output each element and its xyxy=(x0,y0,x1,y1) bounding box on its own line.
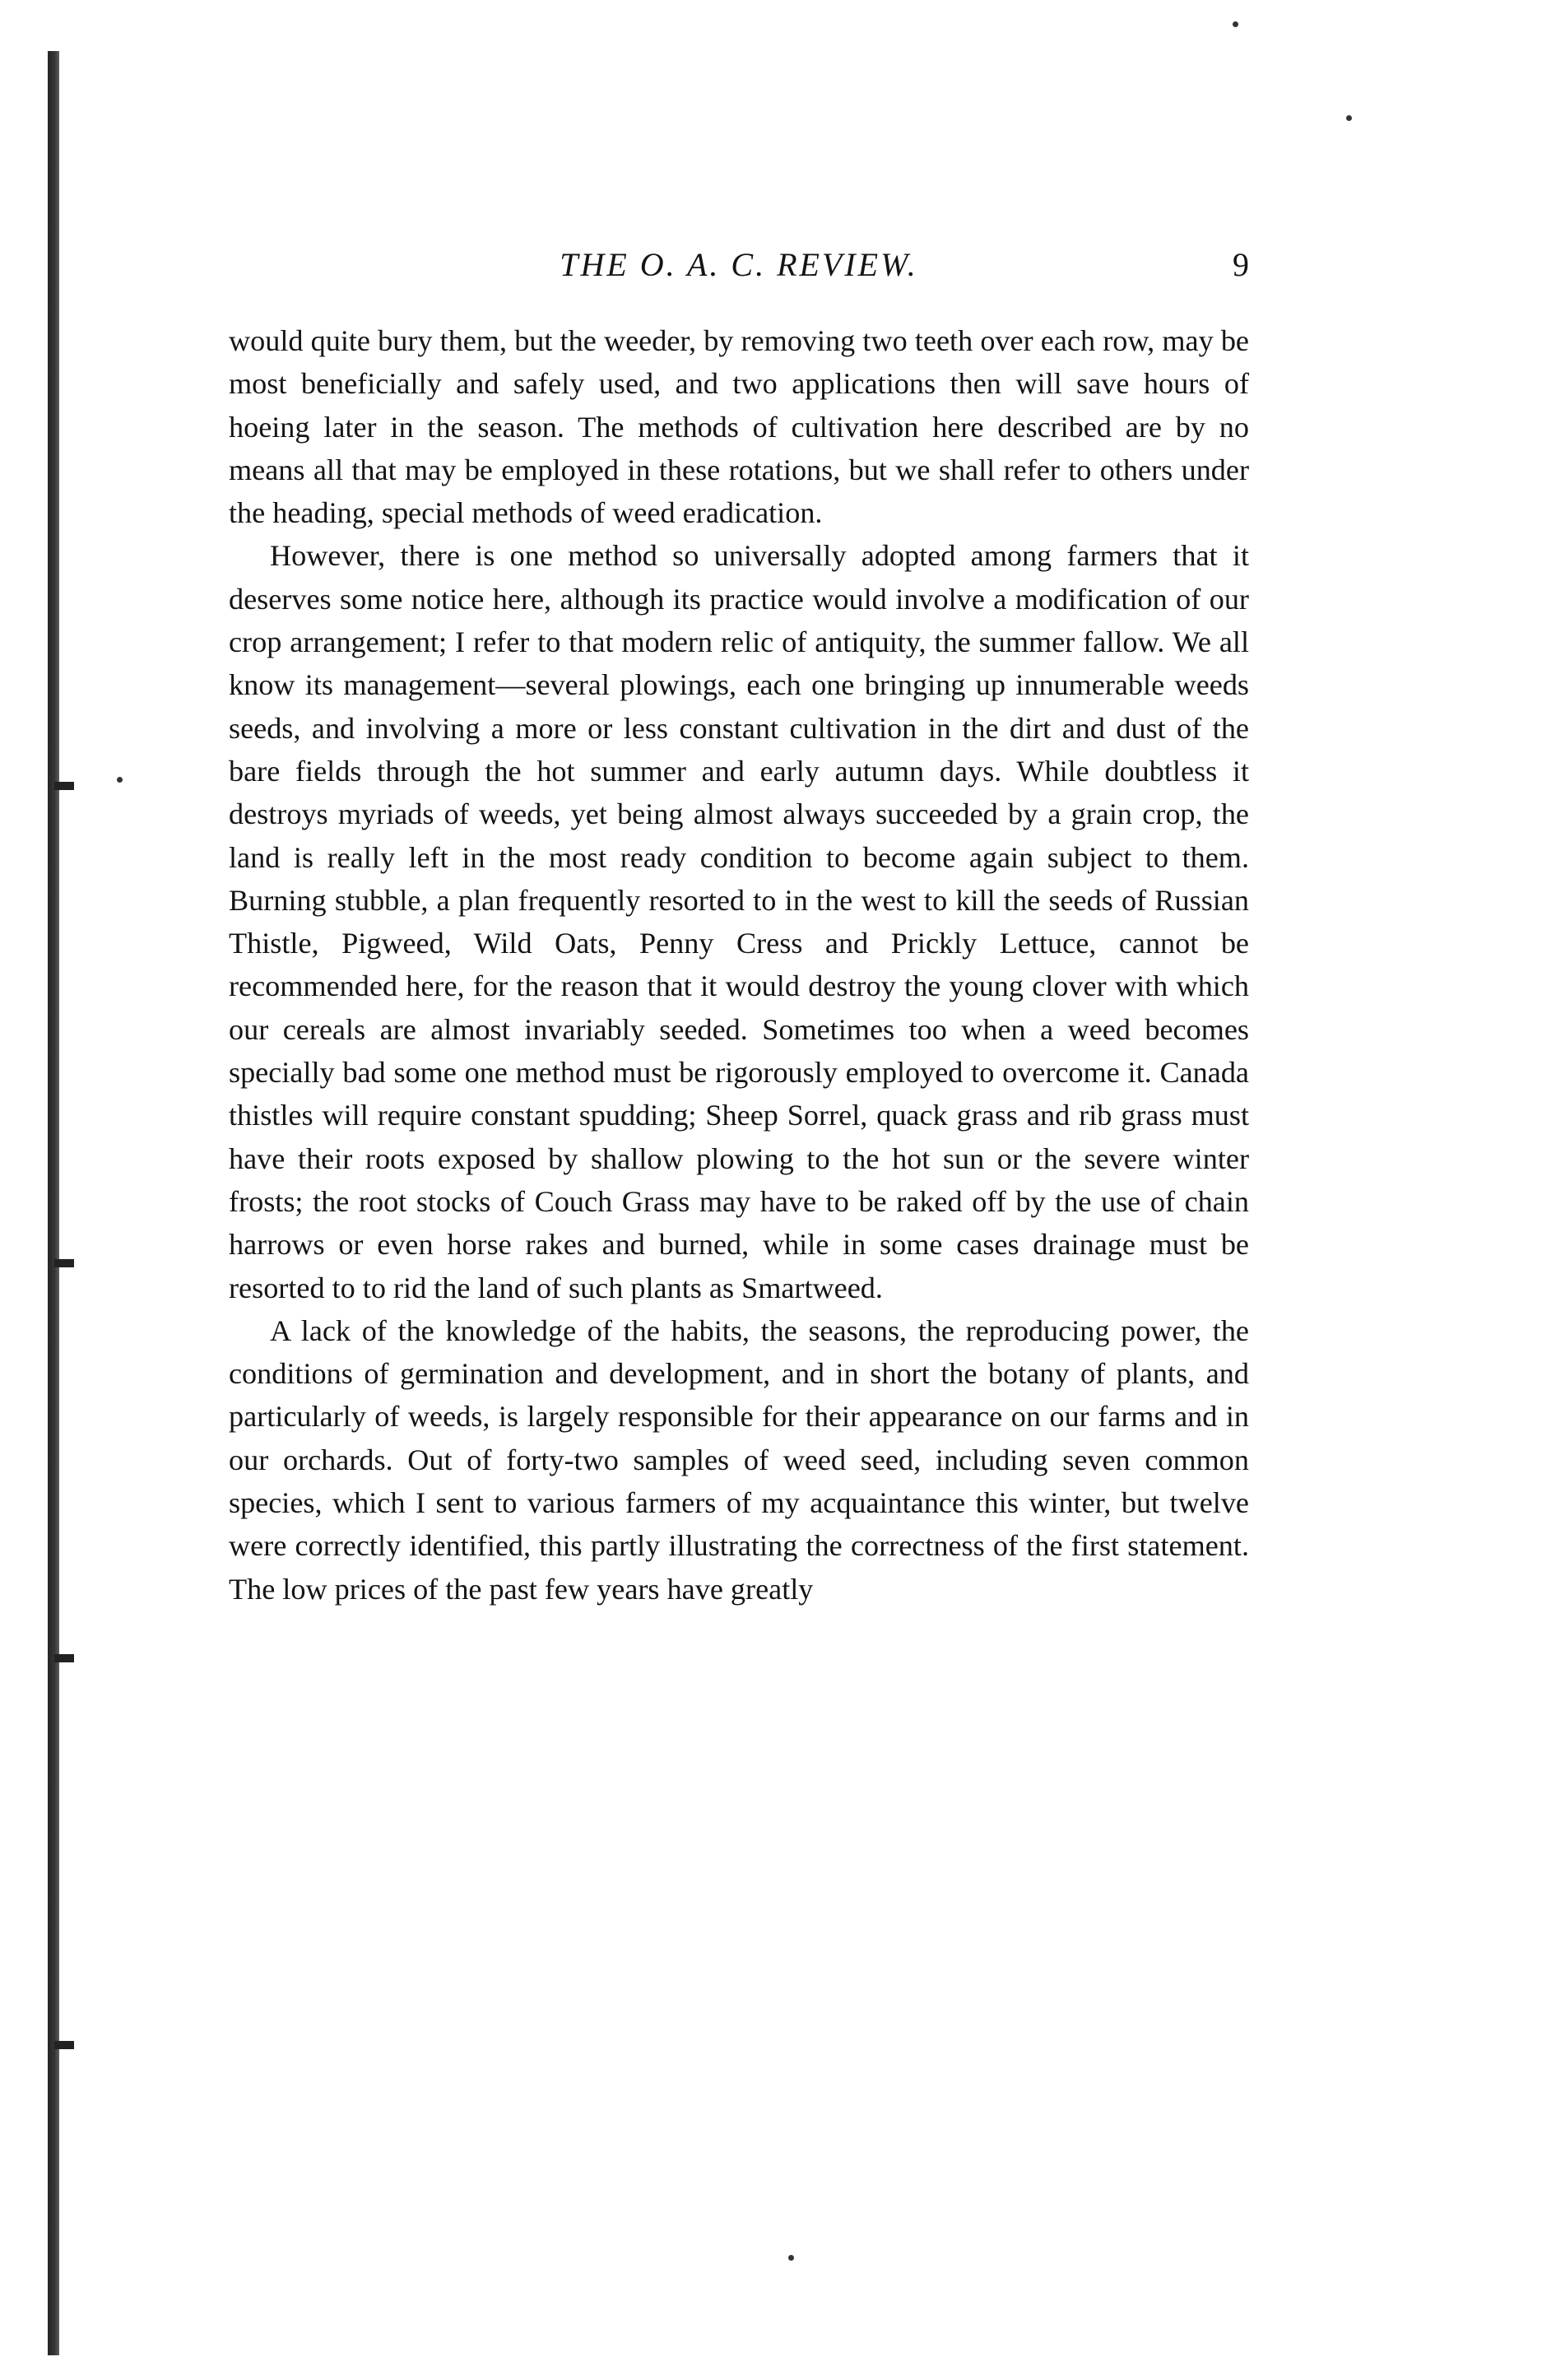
binding-edge xyxy=(48,51,59,2355)
binding-notch xyxy=(54,1654,74,1662)
article-body xyxy=(229,319,1249,1611)
speck xyxy=(1346,115,1352,121)
speck xyxy=(117,777,123,783)
page-number: 9 xyxy=(1233,246,1249,283)
speck xyxy=(788,2255,794,2261)
running-header xyxy=(229,245,1249,295)
journal-title: THE O. A. C. REVIEW. xyxy=(560,246,918,283)
speck xyxy=(1233,21,1238,27)
binding-notch xyxy=(54,1259,74,1267)
binding-notch xyxy=(54,2041,74,2049)
paragraph: A lack of the knowledge of the habits, the seasons, the reproducing power, the conditions of germination and development, and in short the botany of plants, and particularly of weeds, is largely responsible for their appearance on our farms and in our orchards. Out of forty-two samples of weed seed, including seven common species, which I sent to various farmers of my acquaintance this winter, but twelve were correctly identified, this partly illustrating the correctness of the first statement. The low prices of the past few years have greatly xyxy=(229,1313,1249,1606)
paragraph: would quite bury them, but the weeder, by removing two teeth over each row, may be most beneficially and safely used, and two applications then will save hours of hoeing later in the season. The methods of cultivation here described are by no means all that may be employed in these rotations, but we shall refer to others under the heading, special methods of weed eradication. xyxy=(229,324,1249,530)
paragraph: However, there is one method so universally adopted among farmers that it deserves some notice here, although its practice would involve a modification of our crop arrangement; I refer to that modern relic of antiquity, the summer fallow. We all know its management—several plowings, each one bringing up innumerable weeds seeds, and involving a more or less constant cultivation in the dirt and dust of the bare fields through the hot summer and early autumn days. While doubtless it destroys myriads of weeds, yet being almost always succeeded by a grain crop, the land is really left in the most ready condition to become again subject to them. Burning stubble, a plan frequently resorted to in the west to kill the seeds of Russian Thistle, Pigweed, Wild Oats, Penny Cress and Prickly Lettuce, cannot be recommended here, for the reason that it would destroy the young clover with which our cereals are almost invariably seeded. Sometimes too when a weed becomes specially bad some one method must be rigorously employed to overcome it. Canada thistles will require constant spudding; Sheep Sorrel, quack grass and rib grass must have their roots exposed by shallow plowing to the hot sun or the severe winter frosts; the root stocks of Couch Grass may have to be raked off by the use of chain harrows or even horse rakes and burned, while in some cases drainage must be resorted to to rid the land of such plants as Smartweed. xyxy=(229,539,1249,1304)
binding-notch xyxy=(54,782,74,790)
